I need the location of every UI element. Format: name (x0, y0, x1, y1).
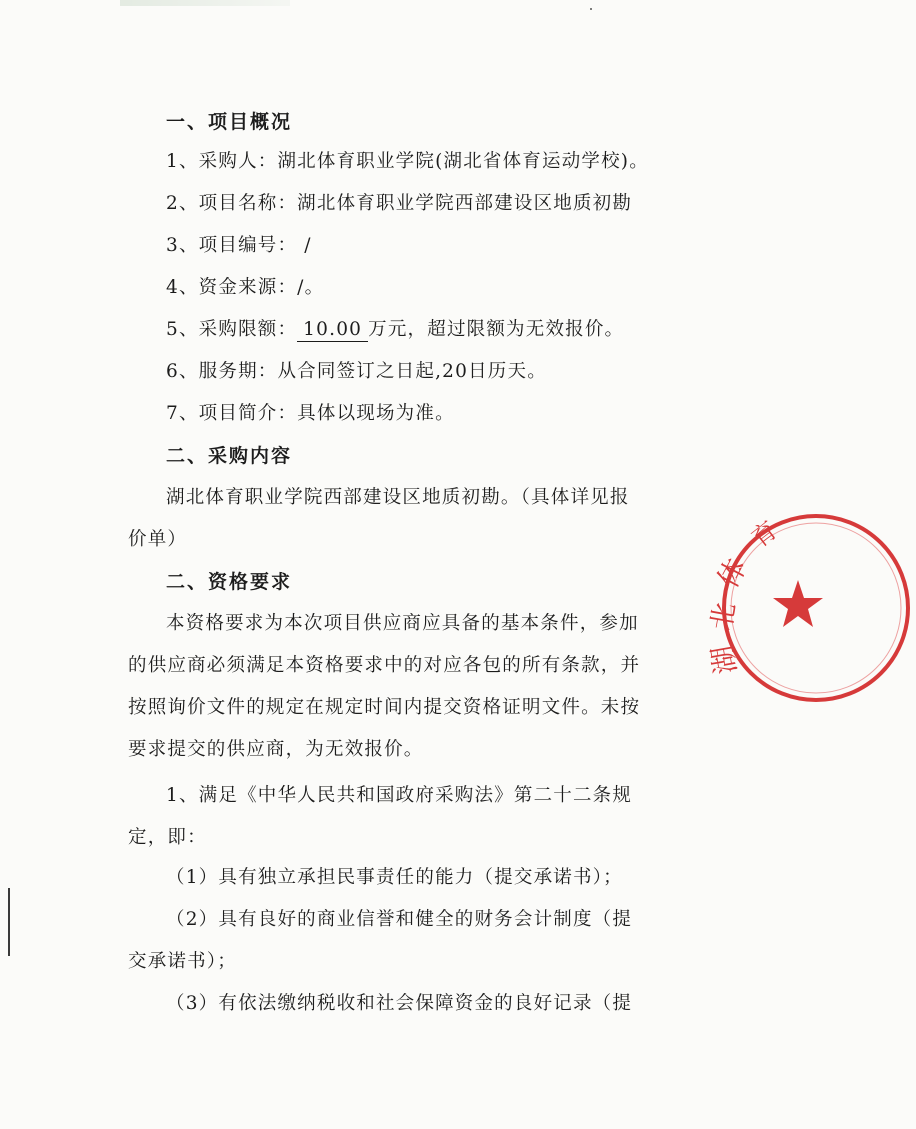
scan-artifact-top (120, 0, 290, 6)
section-title-content: 二、采购内容 (166, 445, 293, 467)
qualification-para-line-1: 本资格要求为本次项目供应商应具备的基本条件，参加 (166, 613, 639, 634)
seal-char-2: 体 (712, 553, 754, 594)
qualification-para-line-4: 要求提交的供应商，为无效报价。 (128, 739, 424, 760)
qualification-para-line-2: 的供应商必须满足本资格要求中的对应各包的所有条款，并 (128, 655, 641, 676)
scan-speck (590, 8, 592, 10)
item-project-brief: 7、项目简介：具体以现场为准。 (166, 403, 455, 424)
item-project-number: 3、项目编号： / (166, 235, 312, 256)
item-purchase-limit (166, 318, 624, 342)
seal-star-icon (773, 580, 823, 627)
item-project-name: 2、项目名称：湖北体育职业学院西部建设区地质初勘 (166, 193, 633, 214)
limit-label: 5、采购限额： (166, 319, 298, 340)
limit-amount: 10.00 (297, 319, 368, 342)
content-text-line-1: 湖北体育职业学院西部建设区地质初勘。（具体详见报 (166, 487, 630, 508)
condition-2-cont: 交承诺书）； (128, 951, 237, 972)
seal-char-4: 湖 (707, 643, 743, 677)
official-seal-stamp (706, 508, 916, 708)
section-title-qualification: 二、资格要求 (166, 571, 293, 593)
condition-1: （1）具有独立承担民事责任的能力（提交承诺书）； (166, 867, 623, 888)
law-item-line-2: 定，即： (128, 827, 207, 848)
item-purchaser: 1、采购人：湖北体育职业学院(湖北省体育运动学校)。 (166, 151, 649, 172)
qualification-para-line-3: 按照询价文件的规定在规定时间内提交资格证明文件。未按 (128, 697, 641, 718)
item-fund-source: 4、资金来源：/。 (166, 277, 325, 298)
seal-char-3: 北 (706, 600, 742, 634)
law-item-line-1: 1、满足《中华人民共和国政府采购法》第二十二条规 (166, 785, 633, 806)
condition-2: （2）具有良好的商业信誉和健全的财务会计制度（提 (166, 909, 633, 930)
condition-3: （3）有依法缴纳税收和社会保障资金的良好记录（提 (166, 993, 633, 1014)
scan-artifact-left (8, 888, 10, 956)
content-text-line-2: 价单） (128, 529, 188, 550)
section-title-overview: 一、项目概况 (166, 111, 293, 133)
seal-inner-ring (731, 523, 901, 693)
limit-suffix: 万元，超过限额为无效报价。 (368, 319, 625, 340)
seal-char-1: 育 (747, 517, 783, 553)
seal-ring (724, 516, 908, 700)
item-service-period: 6、服务期：从合同签订之日起,20日历天。 (166, 361, 547, 382)
